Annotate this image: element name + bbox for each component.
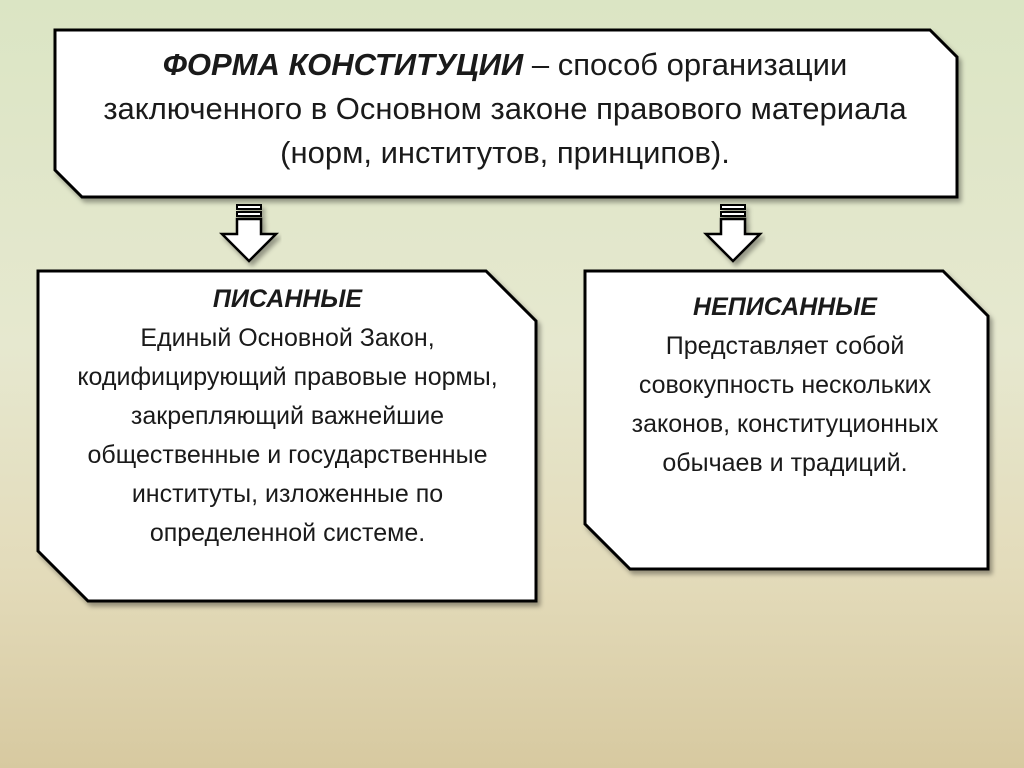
written-body: Единый Основной Закон, кодифицирующий правовые нормы, закрепляющий важнейшие общественные и государственные институты, изложенные по определенной системе. xyxy=(77,324,498,547)
definition-term: ФОРМА КОНСТИТУЦИИ xyxy=(162,47,524,82)
arrow-down-left xyxy=(222,205,276,261)
written-title: ПИСАННЫЕ xyxy=(212,285,363,313)
written-text xyxy=(55,280,520,553)
definition-separator: – xyxy=(523,47,558,82)
definition-text xyxy=(85,43,925,175)
definition-body: способ организации заключенного в Основном законе правового материала (норм, институтов, принципов). xyxy=(103,47,907,170)
unwritten-title: НЕПИСАННЫЕ xyxy=(693,293,877,321)
arrow-down-right xyxy=(706,205,760,261)
unwritten-text xyxy=(600,288,970,483)
unwritten-body: Представляет собой совокупность нескольких законов, конституционных обычаев и традиций. xyxy=(631,332,939,477)
